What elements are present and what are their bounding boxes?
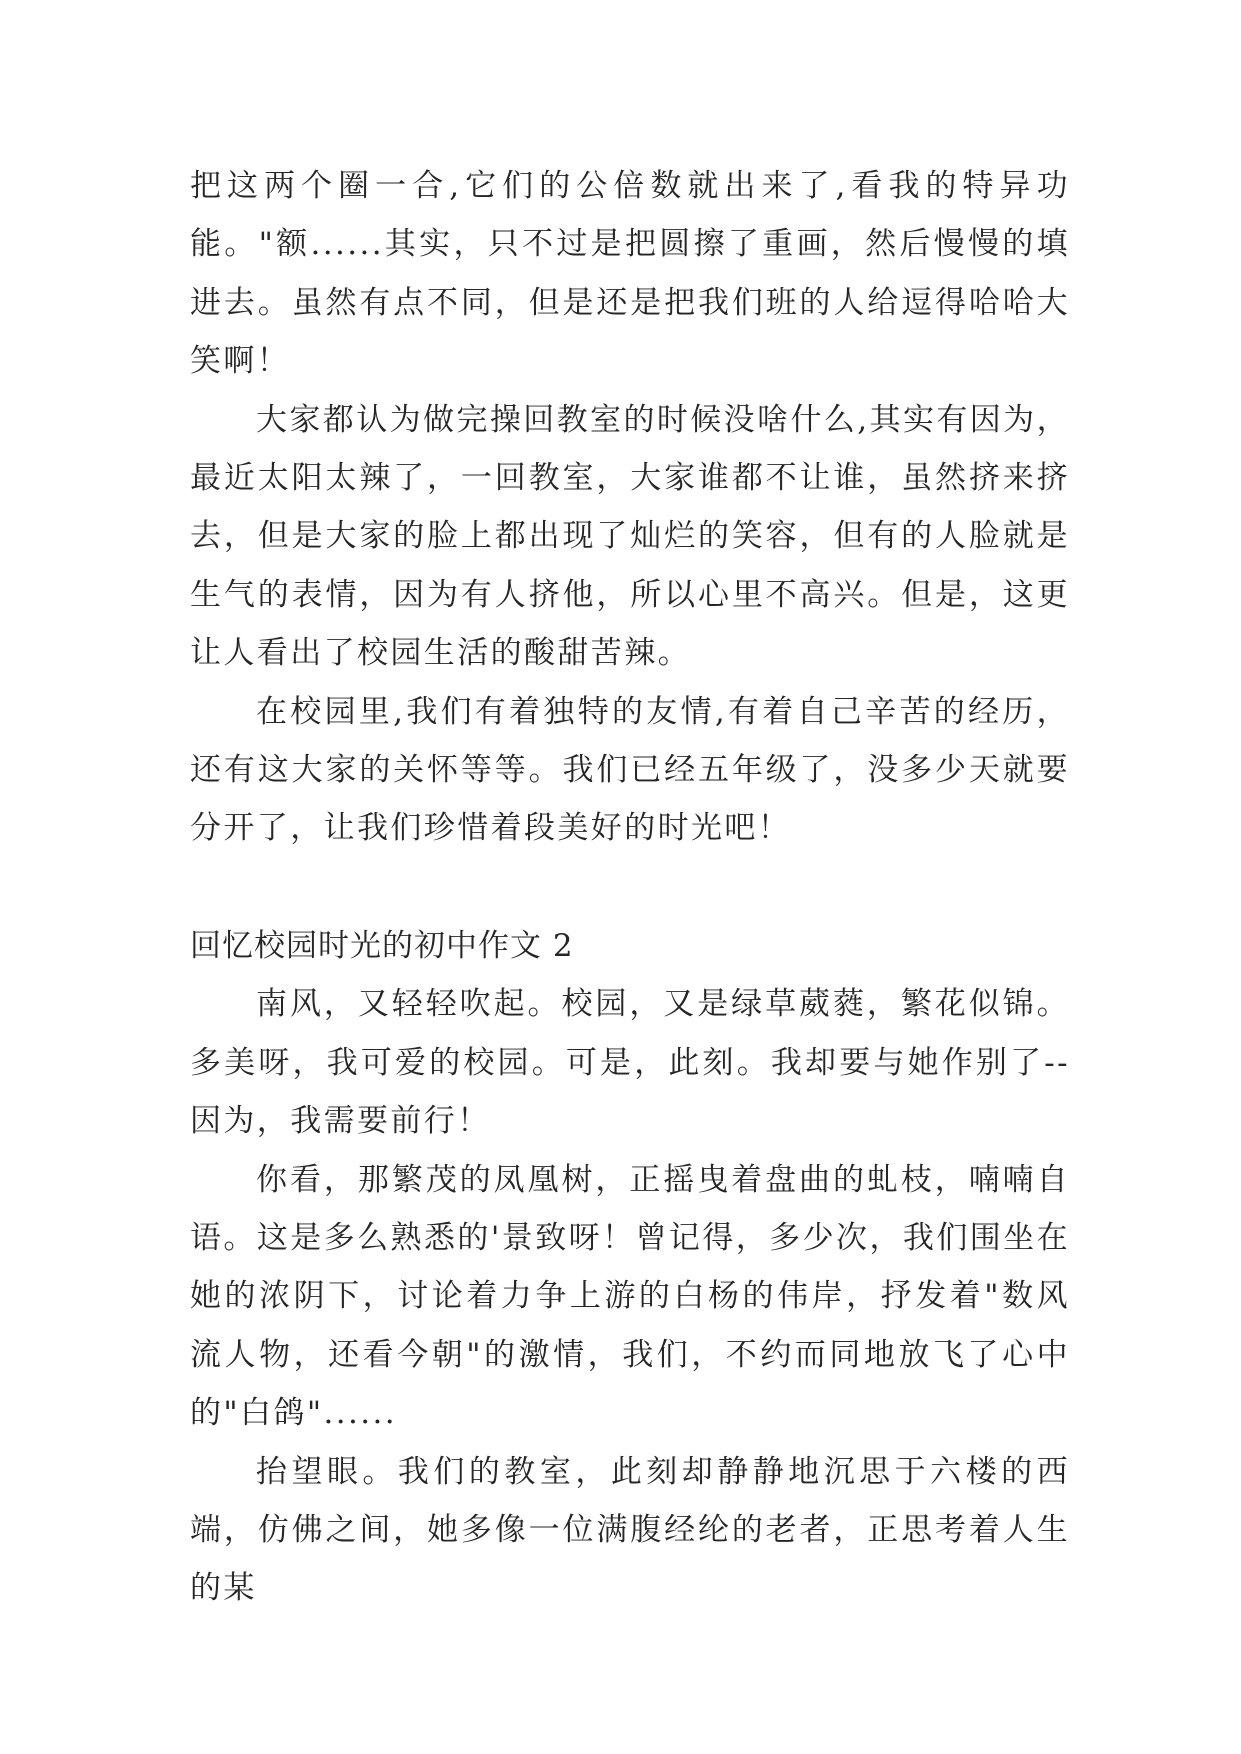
paragraph: 你看，那繁茂的凤凰树，正摇曳着盘曲的虬枝，喃喃自语。这是多么熟悉的'景致呀！曾记得，多少次，我们围坐在她的浓阴下，讨论着力争上游的白杨的伟岸，抒发着"数风流人物，还看今朝"的激情，我们，不约而同地放飞了心中的"白鸽"......	[190, 1161, 1070, 1432]
paragraph: 把这两个圈一合,它们的公倍数就出来了,看我的特异功能。"额......其实，只不过是把圆擦了重画，然后慢慢的填进去。虽然有点不同，但是还是把我们班的人给逗得哈哈大笑啊！	[190, 168, 1070, 380]
section-spacer	[190, 858, 1070, 917]
paragraph: 抬望眼。我们的教室，此刻却静静地沉思于六楼的西端，仿佛之间，她多像一位满腹经纶的老者，正思考着人生的某	[190, 1453, 1070, 1607]
paragraph: 大家都认为做完操回教室的时候没啥什么,其实有因为，最近太阳太辣了，一回教室，大家谁都不让谁，虽然挤来挤去，但是大家的脸上都出现了灿烂的笑容，但有的人脸就是生气的表情，因为有人挤他，所以心里不高兴。但是，这更让人看出了校园生活的酸甜苦辣。	[190, 401, 1070, 672]
document-body	[190, 157, 1070, 1618]
section-title: 回忆校园时光的初中作文 2	[190, 927, 574, 964]
paragraph: 南风，又轻轻吹起。校园，又是绿草葳蕤，繁花似锦。多美呀，我可爱的校园。可是，此刻。我却要与她作别了--因为，我需要前行！	[190, 986, 1070, 1140]
paragraph: 在校园里,我们有着独特的友情,有着自己辛苦的经历，还有这大家的关怀等等。我们已经五年级了，没多少天就要分开了，让我们珍惜着段美好的时光吧！	[190, 693, 1070, 847]
